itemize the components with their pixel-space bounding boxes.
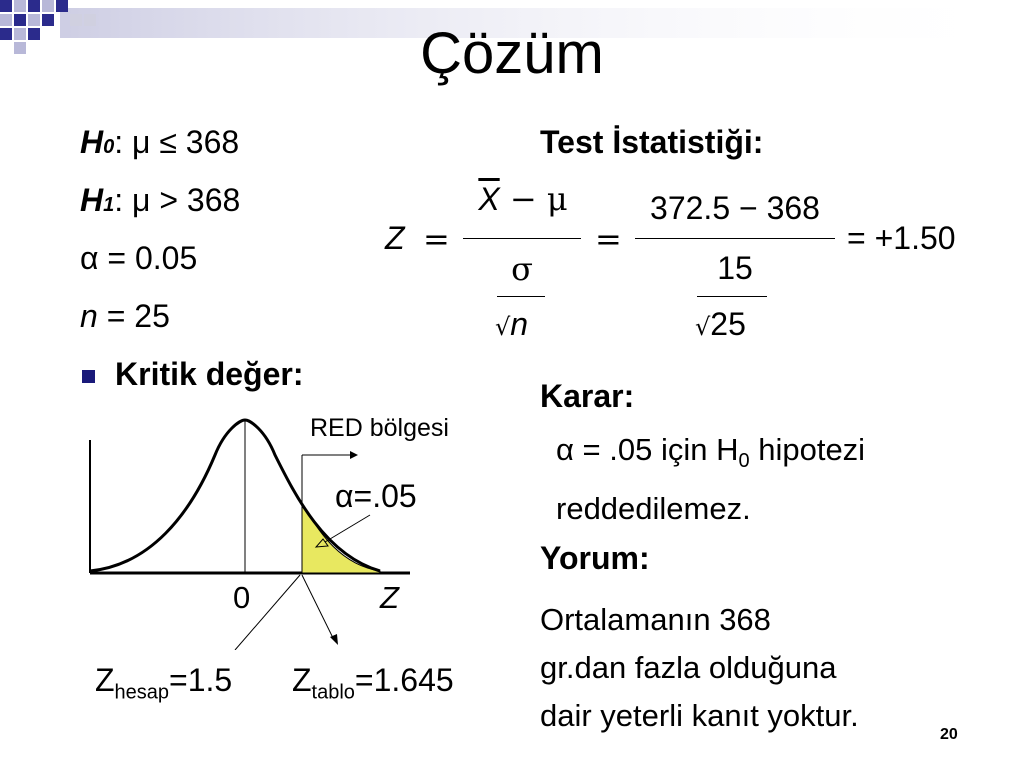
- red-region-label: RED bölgesi: [310, 414, 449, 442]
- decision-line-1b: hipotezi: [749, 432, 866, 467]
- sqrt-icon: √: [695, 313, 711, 341]
- h1-label: H: [80, 182, 104, 218]
- h1-line: [80, 182, 240, 219]
- n-rest: = 25: [97, 298, 170, 334]
- sqrt-n: [495, 306, 528, 343]
- alpha-line: α = 0.05: [80, 240, 198, 276]
- formula-result: = +1.50: [847, 220, 956, 256]
- h1-sub: 1: [103, 194, 115, 216]
- formula-numerator-symbolic: [463, 180, 583, 218]
- bullet-square-icon: [82, 370, 95, 383]
- frac-line-sqrt-25: [697, 296, 767, 297]
- alpha-value-label: α=.05: [335, 478, 417, 514]
- n-label: n: [80, 298, 98, 334]
- z-tablo-label: [292, 662, 454, 704]
- frac-line-sqrt-n: [497, 296, 545, 297]
- formula-sigma: σ: [511, 250, 533, 288]
- z-hesap-main: Z: [95, 662, 115, 698]
- comment-line: Ortalamanın 368: [540, 602, 771, 637]
- formula-z: Z: [385, 220, 405, 256]
- sqrt-25-value: 25: [710, 306, 746, 342]
- sqrt-n-value: n: [510, 306, 529, 342]
- decision-line-1: [556, 426, 865, 485]
- h0-line: [80, 124, 239, 161]
- formula-den-top: 15: [717, 250, 753, 286]
- h0-label: H: [80, 124, 104, 160]
- sqrt-icon: √: [495, 313, 511, 341]
- frac-line-2: [635, 238, 835, 239]
- zero-label: 0: [233, 580, 251, 615]
- z-hesap-sub: hesap: [114, 681, 170, 704]
- test-stat-heading: Test İstatistiği:: [540, 124, 764, 160]
- decision-heading: Karar:: [540, 378, 635, 414]
- formula-eq2: =: [595, 220, 622, 258]
- critical-value-label: Kritik değer:: [115, 356, 304, 392]
- decision-text: [556, 426, 865, 533]
- sqrt-25: [695, 306, 746, 343]
- z-formula: [385, 172, 985, 352]
- comment-text: [540, 596, 859, 740]
- z-tablo-sub: tablo: [311, 681, 355, 704]
- decision-line-2: reddedilemez.: [556, 491, 751, 527]
- critical-value-bullet: [82, 356, 303, 393]
- formula-numerator-value: 372.5 − 368: [650, 190, 820, 226]
- frac-line-1: [463, 238, 581, 239]
- slide-title: Çözüm: [420, 21, 604, 86]
- normal-distribution-graph: [80, 415, 500, 650]
- page-number: 20: [940, 726, 958, 743]
- n-line: [80, 298, 170, 335]
- h0-sub: 0: [103, 136, 115, 158]
- z-axis-label: Z: [380, 580, 399, 615]
- minus-mu: − μ: [499, 180, 568, 218]
- comment-line: dair yeterli kanıt yoktur.: [540, 698, 859, 733]
- xbar: $\overline{X}$: [478, 181, 500, 217]
- z-tablo-arrow-head: [330, 634, 338, 645]
- decision-sub: 0: [738, 450, 750, 473]
- comment-heading: Yorum:: [540, 540, 650, 576]
- z-hesap-label: [95, 662, 232, 704]
- h0-rest: : μ ≤ 368: [114, 124, 240, 160]
- comment-line: gr.dan fazla olduğuna: [540, 650, 837, 685]
- z-tablo-val: =1.645: [354, 662, 454, 698]
- region-arrow-head: [350, 451, 358, 459]
- z-tablo-main: Z: [292, 662, 312, 698]
- alpha-pointer: [320, 515, 370, 545]
- formula-eq1: =: [423, 220, 450, 258]
- h1-rest: : μ > 368: [114, 182, 241, 218]
- z-tablo-arrow: [302, 575, 334, 640]
- decision-line-1a: α = .05 için H: [556, 432, 739, 467]
- z-hesap-val: =1.5: [169, 662, 233, 698]
